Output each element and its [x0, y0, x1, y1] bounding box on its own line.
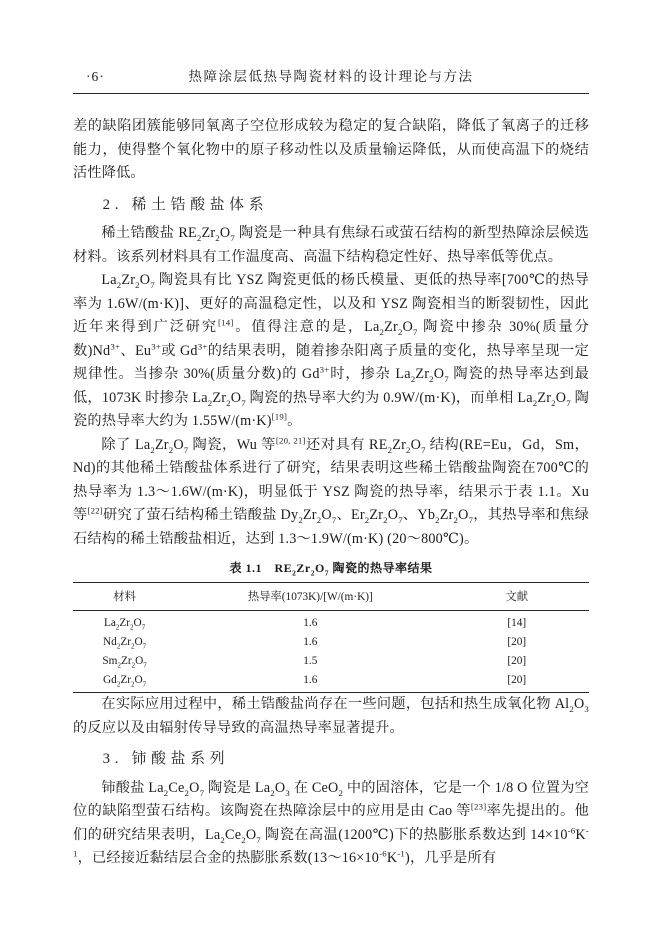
table-header-row — [73, 583, 589, 611]
paragraph-defect-clusters: 差的缺陷团簇能够同氧离子空位形成较为稳定的复合缺陷，降低了氧离子的迁移能力，使得整个氧化物中的原子移动性以及质量输运降低，从而使高温下的烧结活性降低。 — [73, 118, 589, 181]
paragraph-la2zr2o7: $La_2Zr_2O_7$ 陶瓷具有比 YSZ 陶瓷更低的杨氏模量、更低的热导率[700℃的热导率为 1.6W/(m·K)]、更好的高温稳定性，以及和 YSZ 陶瓷相当的断裂韧性，因此近年来得到广泛研究[14]。值得注意的是，$La_2Zr_2O_7$ 陶瓷中掺杂 30%(质量分数)$Nd^{3+}$、$Eu^{3+}$或 $Gd^{3+}$的结果表明，随着掺杂阳离子质量的变化，热导率呈现一定规律性。当掺杂 30%(质量分数)的 $Gd^{3+}$时，掺杂 $La_2Zr_2O_7$ 陶瓷的热导率达到最低，1073K 时掺杂 $La_2Zr_2O_7$ 陶瓷的热导率大约为 0.9W/(m·K)，而单相 $La_2Zr_2O_7$ 陶瓷的热导率大约为 1.55W/(m·K)[19]。 — [73, 272, 590, 429]
cell-conductivity: 1.6 — [303, 674, 318, 686]
table-1-1-block — [73, 559, 589, 693]
table-row — [73, 633, 589, 652]
cell-reference: [20] — [507, 636, 527, 648]
table-row — [73, 671, 589, 693]
paragraph-cerate: 铈酸盐 $La_2Ce_2O_7$ 陶瓷是 $La_2O_3$ 在 CeO$_2$ 中的固溶体，它是一个 1/8 O 位置为空位的缺陷型萤石结构。该陶瓷在热障涂层中的应用是由 Cao 等[23]率先提出的。他们的研究结果表明，$La_2Ce_2O_7$ 陶瓷在高温(1200℃)下的热膨胀系数达到 $14\times 10^{-6}K^{-1}$，已经接近黏结层合金的热膨胀系数$(13\sim 16\times 10^{-6}K^{-1})$，几乎是所有 — [73, 779, 589, 866]
cell-conductivity: 1.6 — [303, 617, 318, 629]
cell-material: $Gd_2Zr_2O_7$ — [103, 674, 147, 689]
section-heading-cerate: 3. 铈酸盐系列 — [102, 751, 230, 767]
cell-material: $Sm_2Zr_2O_7$ — [102, 655, 147, 670]
page-body — [73, 115, 589, 871]
cell-material: $La_2Zr_2O_7$ — [103, 617, 146, 632]
table-caption: 表 1.1 $RE_2Zr_2O_7$ 陶瓷的热导率结果 — [229, 561, 433, 578]
paragraph-other-zirconates: 除了 $La_2Zr_2O_7$ 陶瓷，Wu 等[20, 21]还对具有 $RE_2Zr_2O_7$ 结构(RE=Eu，Gd，Sm，Nd)的其他稀土锆酸盐体系进行了研究，结果表明这些稀土锆酸盐陶瓷在700℃的热导率为 1.3～1.6W/(m·K)，明显低于 YSZ 陶瓷的热导率，结果示于表 1.1。Xu 等[22]研究了萤石结构稀土锆酸盐 $Dy_2Zr_2O_7$、$Er_2Zr_2O_7$、$Yb_2Zr_2O_7$，其热导率和焦绿石结构的稀土锆酸盐相近，达到 1.3～1.9W/(m·K) (20～800℃)。 — [73, 434, 590, 547]
column-header-conductivity: 热导率(1073K)/[W/(m·K)] — [176, 583, 444, 611]
thermal-conductivity-table — [73, 582, 589, 693]
cell-conductivity: 1.5 — [303, 655, 318, 667]
column-header-material: 材料 — [73, 583, 176, 611]
column-header-reference: 文献 — [445, 583, 589, 611]
table-row — [73, 611, 589, 633]
cell-material: $Nd_2Zr_2O_7$ — [103, 636, 147, 651]
section-heading-zirconate: 2. 稀土锆酸盐体系 — [102, 196, 269, 213]
cell-reference: [20] — [507, 655, 527, 667]
cell-reference: [20] — [507, 674, 527, 686]
paragraph-zirconate-intro: 稀土锆酸盐 $RE_2Zr_2O_7$ 陶瓷是一种具有焦绿石或萤石结构的新型热障涂层候选材料。该系列材料具有工作温度高、高温下结构稳定性好、热导率低等优点。 — [73, 225, 589, 265]
cell-reference: [14] — [507, 617, 527, 629]
running-title: 热障涂层低热导陶瓷材料的设计理论与方法 — [188, 69, 474, 84]
paragraph-issues: 在实际应用过程中，稀土锆酸盐尚存在一些问题，包括和热生成氧化物 $Al_2O_3$ 的反应以及由辐射传导导致的高温热导率显著提升。 — [73, 696, 589, 736]
page-header — [73, 68, 589, 94]
page-number: ·6· — [86, 69, 105, 84]
table-row — [73, 652, 589, 671]
cell-conductivity: 1.6 — [303, 636, 318, 648]
